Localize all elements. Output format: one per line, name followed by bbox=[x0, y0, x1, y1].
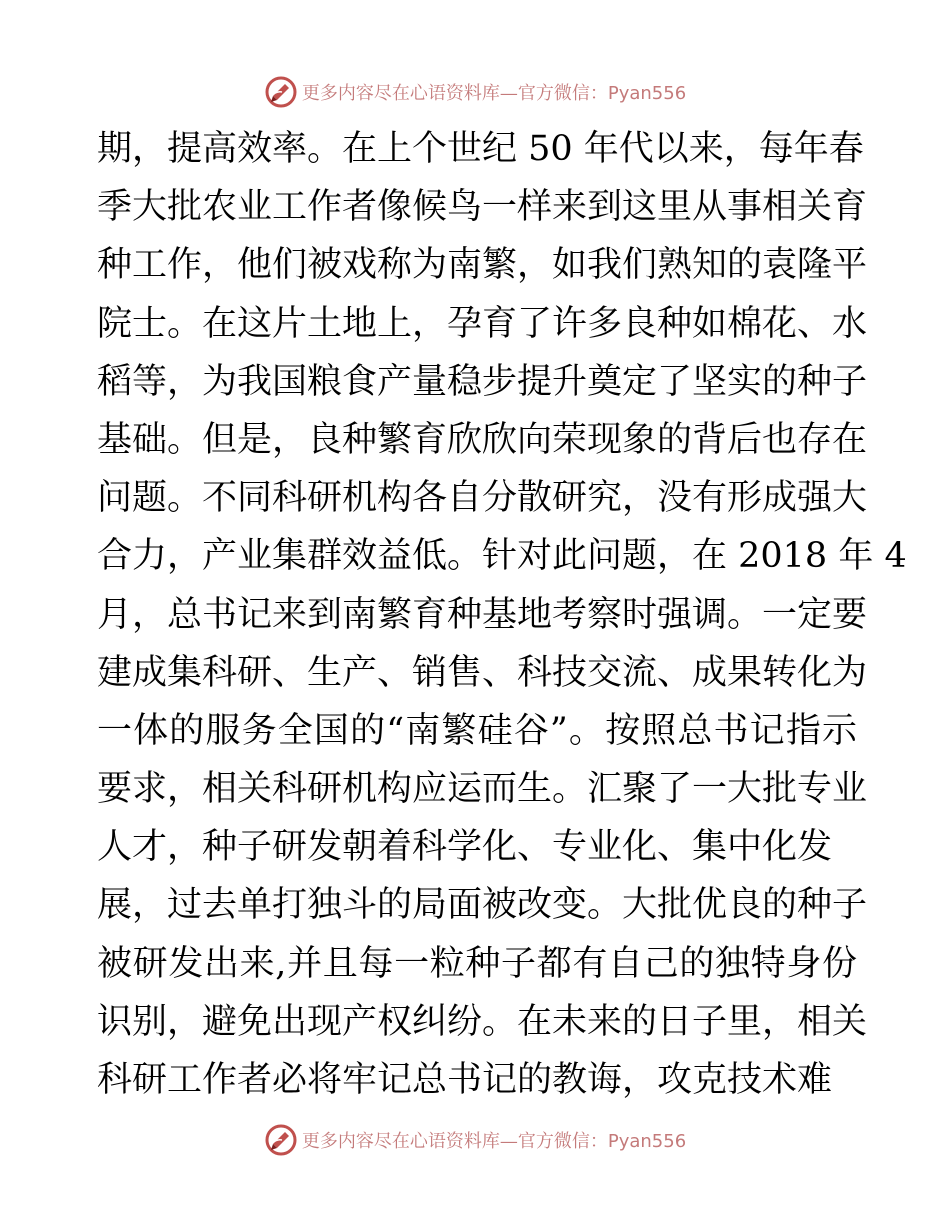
body-line: 建成集科研、生产、销售、科技交流、成果转化为 bbox=[97, 652, 868, 693]
body-line: 问题。不同科研机构各自分散研究，没有形成强大 bbox=[97, 478, 868, 519]
body-line: 要求，相关科研机构应运而生。汇聚了一大批专业 bbox=[97, 769, 868, 810]
body-line: 被研发出来,并且每一粒种子都有自己的独特身份 bbox=[97, 943, 857, 984]
watermark-wechat-id: Pyan556 bbox=[607, 1131, 687, 1152]
watermark-prefix: 更多内容尽在心语资料库—官方微信： bbox=[301, 83, 608, 104]
hand-pen-logo-icon bbox=[264, 75, 298, 109]
watermark-text bbox=[302, 79, 686, 105]
body-line: 识别，避免出现产权纠纷。在未来的日子里，相关 bbox=[97, 1001, 868, 1042]
body-line: 期，提高效率。在上个世纪 50 年代以来，每年春 bbox=[97, 129, 864, 169]
body-line: 季大批农业工作者像候鸟一样来到这里从事相关育 bbox=[97, 187, 868, 228]
document-body bbox=[97, 120, 907, 1109]
watermark-text bbox=[302, 1127, 686, 1153]
body-line: 合力，产业集群效益低。针对此问题，在 2018 年 4 bbox=[97, 536, 907, 577]
body-line: 展，过去单打独斗的局面被改变。大批优良的种子 bbox=[97, 885, 868, 926]
hand-pen-logo-icon bbox=[264, 1123, 298, 1157]
body-line: 种工作，他们被戏称为南繁，如我们熟知的袁隆平 bbox=[97, 245, 868, 286]
footer-watermark bbox=[0, 1120, 950, 1160]
body-line: 人才，种子研发朝着科学化、专业化、集中化发 bbox=[97, 827, 833, 868]
body-line: 科研工作者必将牢记总书记的教诲，攻克技术难 bbox=[97, 1060, 833, 1100]
body-line: 稻等，为我国粮食产量稳步提升奠定了坚实的种子 bbox=[97, 361, 868, 402]
watermark-wechat-id: Pyan556 bbox=[607, 83, 687, 104]
body-line: 院士。在这片土地上，孕育了许多良种如棉花、水 bbox=[97, 303, 868, 344]
body-line: 一体的服务全国的“南繁硅谷”。按照总书记指示 bbox=[97, 710, 857, 751]
watermark-prefix: 更多内容尽在心语资料库—官方微信： bbox=[301, 1131, 608, 1152]
body-line: 基础。但是，良种繁育欣欣向荣现象的背后也存在 bbox=[97, 419, 868, 460]
body-line: 月，总书记来到南繁育种基地考察时强调。一定要 bbox=[97, 594, 868, 635]
header-watermark bbox=[0, 72, 950, 112]
